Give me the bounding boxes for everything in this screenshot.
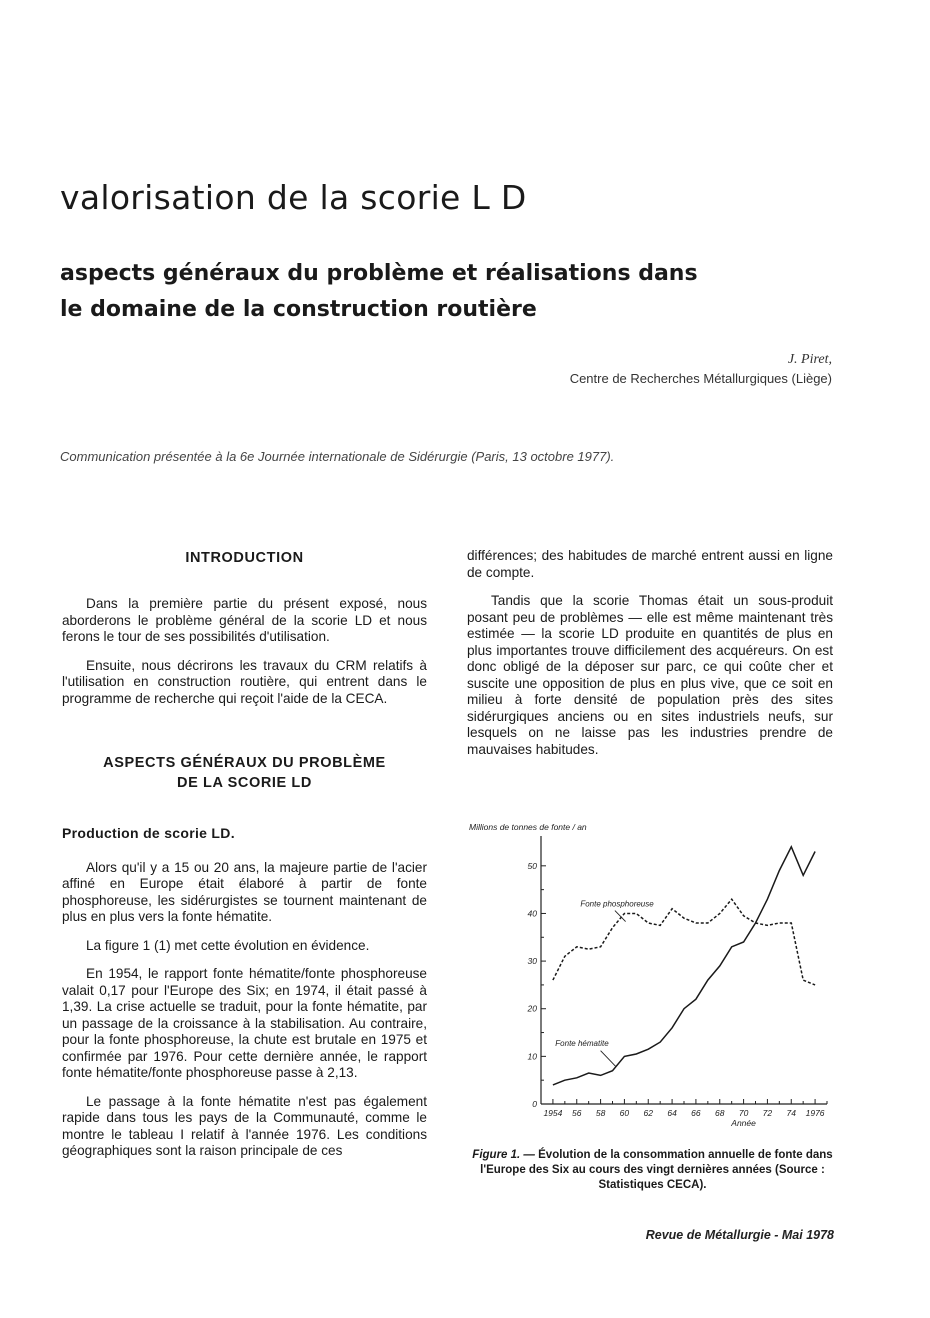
x-tick-label: 56 — [572, 1108, 582, 1118]
body-paragraph-4: Le passage à la fonte hématite n'est pas également rapide dans tous les pays de la Communauté, comme le montre le tableau I relatif à l'année 1976. Les conditions géographiques sont la raison principale de ces — [62, 1093, 427, 1158]
communication-note: Communication présentée à la 6e Journée internationale de Sidérurgie (Paris, 13 octobre 1977). — [60, 449, 615, 464]
x-tick-label: 1976 — [805, 1108, 825, 1118]
section-heading — [62, 753, 427, 793]
series-line-fonte-hematite — [553, 847, 815, 1085]
y-tick-label: 20 — [527, 1003, 537, 1014]
article-subtitle — [60, 256, 820, 328]
subsection-heading: Production de scorie LD. — [62, 825, 235, 841]
x-axis-label: Année — [731, 1118, 756, 1128]
left-column — [62, 548, 427, 1172]
y-axis-label: Millions de tonnes de fonte / an — [469, 822, 587, 832]
figure-caption-text: Évolution de la consommation annuelle de fonte dans l'Europe des Six au cours des vingt dernières années (Source : Statistiques CECA). — [480, 1149, 833, 1191]
subtitle-line-1: aspects généraux du problème et réalisations dans — [60, 261, 698, 286]
right-paragraph-1: différences; des habitudes de marché entrent aussi en ligne de compte. — [467, 548, 833, 580]
article-title: valorisation de la scorie L D — [60, 178, 527, 217]
right-column — [467, 548, 833, 770]
section-heading-line-1: ASPECTS GÉNÉRAUX DU PROBLÈME — [103, 755, 386, 771]
x-tick-label: 62 — [643, 1108, 653, 1118]
x-tick-label: 1954 — [543, 1108, 563, 1118]
x-tick-label: 60 — [619, 1108, 630, 1118]
right-paragraph-2: Tandis que la scorie Thomas était un sous-produit posant peu de problèmes — elle est même maintenant très estimée — la scorie LD produite en quantités de plus en plus importantes trouve difficilement des acquéreurs. On est donc obligé de la déposer sur parc, ce qui coûte cher et suscite une opposition de plus en plus vive, que ce soit en milieu à forte densité de population près des sites sidérurgiques anciens ou en sites industriels neufs, sur lesquels on ne laisse pas les industries prendre de mauvaises habitudes. — [467, 593, 833, 757]
y-tick-label: 0 — [532, 1099, 537, 1109]
intro-paragraph-1: Dans la première partie du présent exposé, nous aborderons le problème général de la scorie LD et nous ferons le tour de ses possibilités d'utilisation. — [62, 596, 427, 644]
author-affiliation: Centre de Recherches Métallurgiques (Liège) — [569, 371, 832, 386]
series-line-fonte-phosphoreuse — [553, 899, 815, 985]
x-tick-label: 72 — [762, 1108, 773, 1118]
body-paragraph-1: Alors qu'il y a 15 ou 20 ans, la majeure partie de l'acier affiné en Europe était élaboré à partir de fonte phosphoreuse, les sidérurgistes se tournent maintenant de plus en plus vers la fonte hématite. — [62, 859, 427, 924]
y-tick-label: 50 — [527, 860, 537, 871]
series-label-pointer — [601, 1051, 616, 1067]
series-label-pointer — [615, 911, 626, 922]
subtitle-line-2: le domaine de la construction routière — [60, 297, 537, 322]
x-tick-label: 70 — [738, 1108, 749, 1118]
x-tick-label: 58 — [595, 1108, 606, 1118]
series-label-fonte-hematite: Fonte hématite — [555, 1038, 609, 1048]
x-tick-label: 68 — [715, 1108, 725, 1118]
author-block — [570, 350, 832, 388]
y-tick-label: 10 — [527, 1051, 537, 1062]
y-tick-label: 30 — [527, 956, 537, 967]
body-paragraph-2: La figure 1 (1) met cette évolution en évidence. — [86, 937, 370, 953]
figure-caption — [465, 1148, 840, 1193]
intro-paragraph-2: Ensuite, nous décrirons les travaux du CRM relatifs à l'utilisation en construction routière, qui entrent dans le programme de recherche qui reçoit l'aide de la CECA. — [62, 657, 427, 706]
x-tick-label: 66 — [691, 1108, 701, 1118]
series-label-fonte-phosphoreuse: Fonte phosphoreuse — [580, 899, 654, 909]
body-paragraph-3: En 1954, le rapport fonte hématite/fonte phosphoreuse valait 0,17 pour l'Europe des Six; en 1974, il était passé à 1,39. La crise actuelle se traduit, pour la fonte hématite, par un passage de la croissance à la stabilisation. Au contraire, pour la fonte phosphoreuse, la chute est brutale en 1975 et confirmée par 1976. Pour cette dernière année, le rapport fonte hématite/fonte phosphoreuse passe à 2,13. — [62, 966, 427, 1080]
author-name: J. Piret, — [787, 352, 832, 367]
intro-heading: INTRODUCTION — [185, 550, 304, 566]
section-heading-line-2: DE LA SCORIE LD — [177, 775, 312, 791]
x-tick-label: 64 — [667, 1108, 677, 1118]
figure-1 — [465, 820, 845, 1190]
y-tick-label: 40 — [527, 908, 537, 919]
figure-caption-label: Figure 1. — — [472, 1149, 535, 1161]
x-tick-label: 74 — [786, 1108, 796, 1118]
journal-footer: Revue de Métallurgie - Mai 1978 — [645, 1228, 834, 1242]
figure-1-chart — [465, 820, 845, 1140]
